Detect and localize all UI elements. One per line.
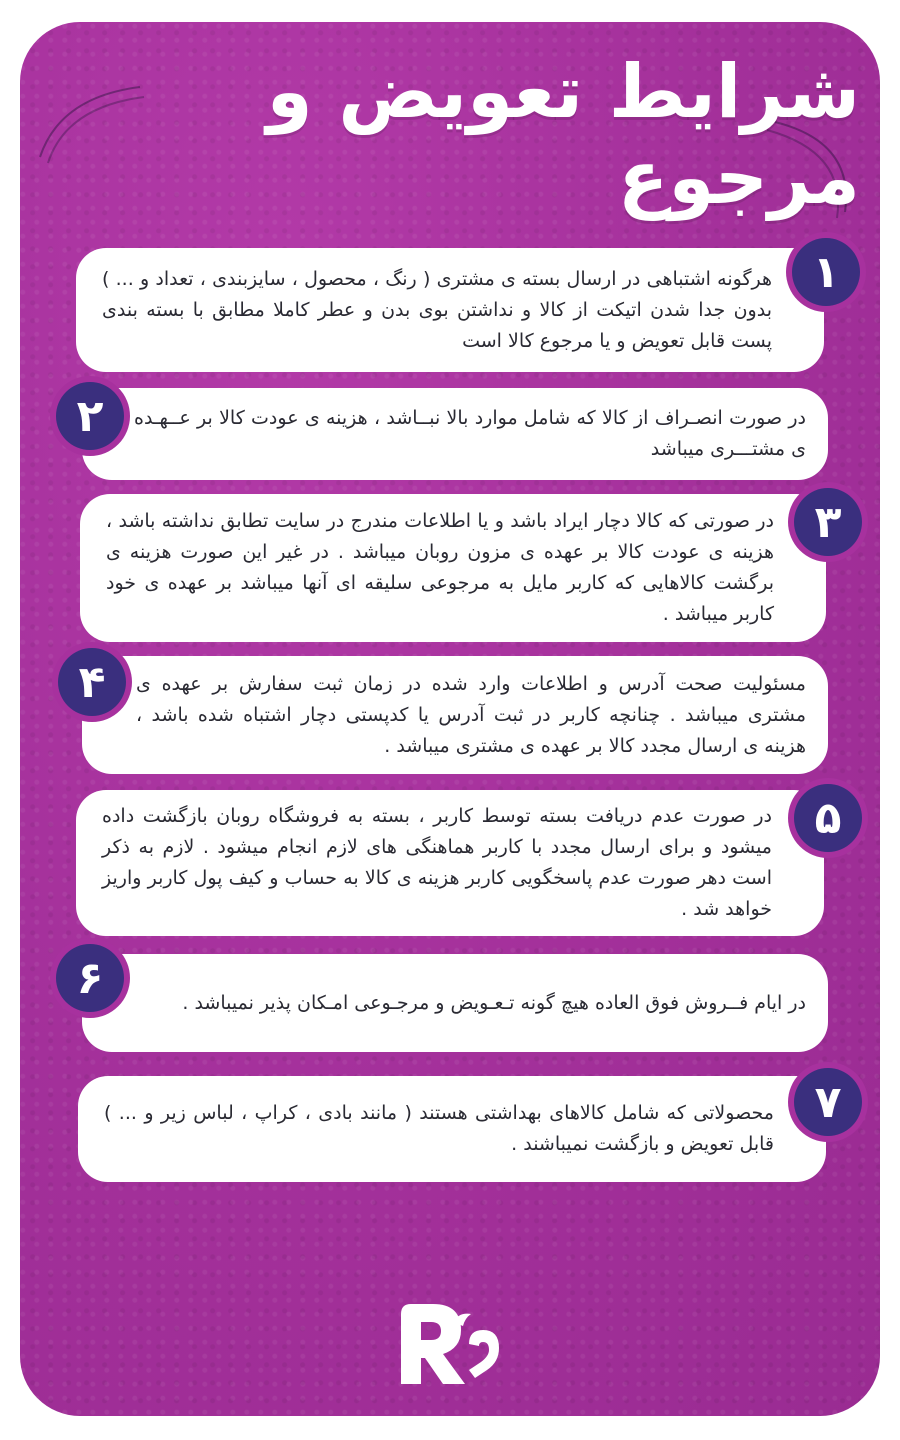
number-badge-2: ۲ xyxy=(56,382,124,450)
rule-text-2: در صورت انصـراف از کالا که شامل موارد بالا نبــاشد ، هزینه ی عودت کالا بر عــهـده ی مشتـــری میباشد xyxy=(134,407,806,460)
number-badge-7: ۷ xyxy=(794,1068,862,1136)
page-title: شرایط تعویض و مرجوع xyxy=(266,49,860,221)
rule-text-7: محصولاتی که شامل کالاهای بهداشتی هستند ( مانند بادی ، کراپ ، لباس زیر و ... ) قابل تعویض و بازگشت نمیباشند . xyxy=(104,1102,774,1155)
rule-item-5 xyxy=(76,790,824,936)
number-badge-5: ۵ xyxy=(794,784,862,852)
rule-text-6: در ایام فــروش فوق العاده هیچ گونه تـعـویض و مرجـوعی امـکان پذیر نمیباشد . xyxy=(182,991,806,1014)
rule-item-4 xyxy=(82,656,828,774)
number-badge-3: ۳ xyxy=(794,488,862,556)
number-badge-6: ۶ xyxy=(56,944,124,1012)
number-badge-1: ۱ xyxy=(792,238,860,306)
rule-text-3: در صورتی که کالا دچار ایراد باشد و یا اطلاعات مندرج در سایت تطابق نداشته باشد ، هزینه ی عودت کالا بر عهده ی مزون روبان میباشد . در غیر این صورت هزینه ی برگشت کالاهایی که کاربر مایل به مرجوعی سلیقه ای آنها میباشد بر عهده ی خود کاربر میباشد . xyxy=(106,510,774,625)
rule-item-6 xyxy=(82,954,828,1052)
ruban-logo-icon xyxy=(395,1300,507,1388)
rule-text-4: مسئولیت صحت آدرس و اطلاعات وارد شده در زمان ثبت سفارش بر عهده ی مشتری میباشد . چنانچه کاربر در ثبت آدرس یا کدپستی دچار اشتباه شده باشد ، هزینه ی ارسال مجدد کالا بر عهده ی مشتری میباشد . xyxy=(136,672,806,757)
rule-text-5: در صورت عدم دریافت بسته توسط کاربر ، بسته به فروشگاه روبان بازگشت داده میشود و برای ارسال مجدد با کاربر هماهنگی های لازم انجام میشود . لازم به ذکر است دهر صورت عدم پاسخگویی کاربر هزینه ی کالا به حساب و کیف پول کاربر واریز خواهد شد . xyxy=(102,805,772,920)
rule-item-1 xyxy=(76,248,824,372)
rule-item-3 xyxy=(80,494,826,642)
rule-item-2 xyxy=(82,388,828,480)
number-badge-4: ۴ xyxy=(58,648,126,716)
rule-item-7 xyxy=(78,1076,826,1182)
rule-text-1: هرگونه اشتباهی در ارسال بسته ی مشتری ( رنگ ، محصول ، سایزبندی ، تعداد و ... ) بدون جدا شدن اتیکت از کالا و نداشتن بوی بدن و عطر کاملا مطابق با بسته بندی پست قابل تعویض و یا مرجوع کالا است xyxy=(102,267,772,352)
